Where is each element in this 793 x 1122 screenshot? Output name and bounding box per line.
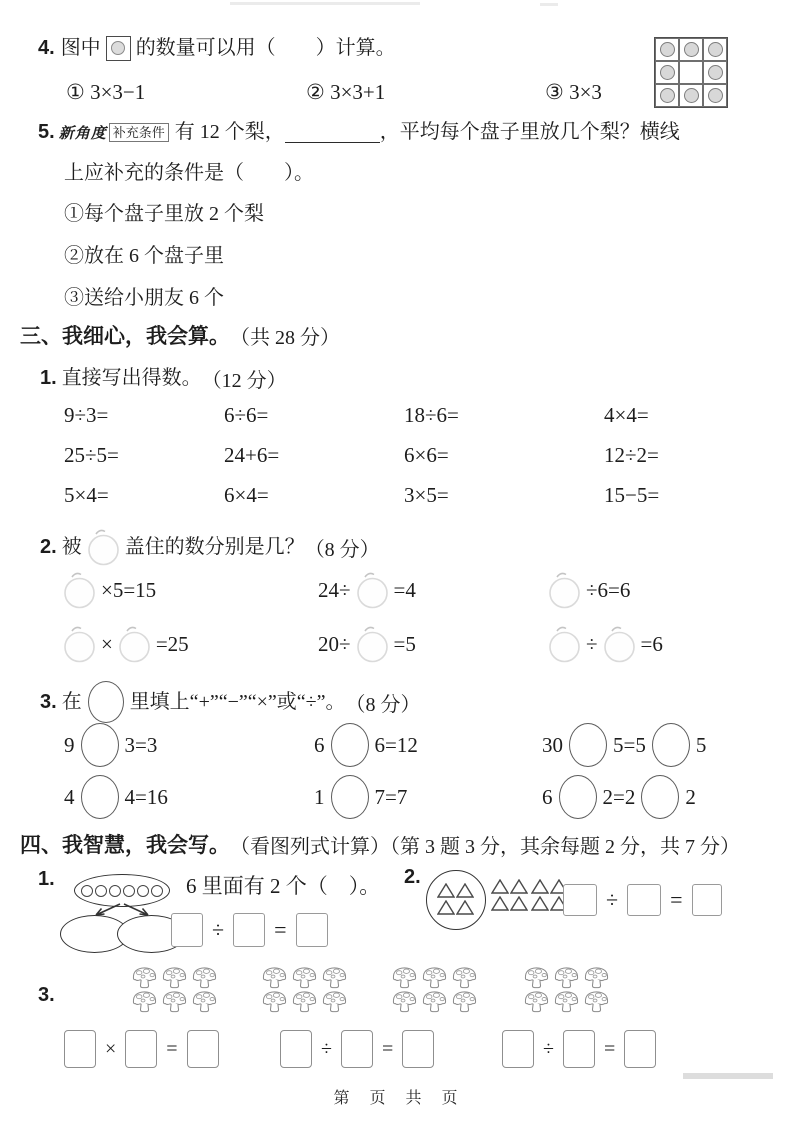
equation-blanks — [64, 1030, 219, 1068]
mushroom-icon — [320, 965, 349, 990]
answer-box — [341, 1030, 373, 1068]
question-4-prompt — [38, 33, 396, 63]
grid-cell-empty — [679, 61, 703, 84]
answer-box — [402, 1030, 434, 1068]
circle-icon — [660, 42, 675, 57]
circled-triangle-group — [426, 870, 486, 930]
operator: × — [105, 1037, 117, 1060]
answer-box — [171, 913, 203, 947]
circle-blank-icon — [569, 723, 607, 767]
answer-box — [692, 884, 722, 916]
circle-icon — [660, 88, 675, 103]
answer-box — [502, 1030, 534, 1068]
question-number: 2. — [40, 535, 57, 558]
expression-part: =6 — [640, 631, 663, 656]
equals-sign: = — [670, 887, 683, 912]
expression: 9÷3= — [64, 403, 109, 427]
mushroom-icon — [522, 965, 551, 990]
question-number: 2. — [404, 866, 421, 888]
mushroom-icon — [260, 989, 289, 1014]
question-text: 的数量可以用（ ）计算。 — [135, 37, 396, 59]
triangle-icon — [491, 879, 509, 894]
new-angle-badge — [59, 122, 169, 143]
grid-cell — [655, 61, 679, 84]
mushroom-icon — [130, 965, 159, 990]
circle-blank-icon — [331, 775, 369, 819]
expression: 6÷6= — [224, 403, 269, 427]
mushroom-icon — [420, 965, 449, 990]
answer-box — [563, 884, 597, 916]
expression-part: 2 — [685, 784, 696, 809]
expression-part: 4=16 — [124, 784, 168, 809]
triangle-icon — [510, 879, 528, 894]
mushroom-icon — [290, 989, 319, 1014]
peach-icon — [61, 570, 98, 610]
q5-option-2: ②放在 6 个盘子里 — [64, 245, 224, 267]
mushroom-icon — [582, 989, 611, 1014]
equals-sign: = — [274, 917, 287, 942]
circle-icon — [123, 885, 135, 897]
expression-part: ÷6=6 — [586, 577, 631, 602]
mushroom-icon — [260, 965, 289, 990]
badge-bold-label: 新角度 — [58, 124, 107, 142]
circle-grid-3x3-icon — [654, 37, 728, 108]
equals-sign: = — [381, 1037, 394, 1060]
mushroom-group — [260, 965, 350, 1013]
expression: 24+6= — [224, 443, 280, 467]
covered-number-expression — [318, 624, 416, 664]
boxed-circle-icon — [106, 36, 131, 61]
operator-blank-expression — [314, 775, 407, 819]
mushroom-group — [522, 965, 612, 1013]
mushroom-group — [390, 965, 480, 1013]
expression-part: 6 — [542, 784, 553, 809]
question-text: 直接写出得数。 — [61, 367, 202, 389]
question-text: 被 — [61, 536, 82, 558]
mushroom-icon — [450, 965, 479, 990]
operator-blank-expression — [542, 723, 706, 767]
expression-part: 7=7 — [374, 784, 408, 809]
equation-blanks — [171, 913, 328, 947]
equals-sign: = — [603, 1037, 616, 1060]
covered-number-expression — [543, 570, 630, 610]
triangle-icon — [456, 900, 474, 915]
answer-box — [187, 1030, 219, 1068]
expression: 3×5= — [404, 483, 449, 507]
answer-box — [624, 1030, 656, 1068]
answer-box — [233, 913, 265, 947]
circle-blank-icon — [88, 681, 124, 723]
expression-part: 20÷ — [318, 631, 351, 656]
mushroom-icon — [420, 989, 449, 1014]
equation-blanks — [280, 1030, 434, 1068]
q5-option-3: ③送给小朋友 6 个 — [64, 287, 224, 309]
peach-icon — [354, 570, 391, 610]
grid-cell — [703, 61, 727, 84]
grid-cell — [703, 84, 727, 107]
expression-part: × — [101, 631, 113, 656]
question-text: 里填上“+”“−”“×”或“÷”。 — [129, 691, 346, 713]
q4-option-2: ② 3×3+1 — [306, 80, 386, 104]
section3-q3-heading — [40, 681, 421, 723]
expression: 12÷2= — [604, 443, 659, 467]
circle-blank-icon — [331, 723, 369, 767]
answer-box — [563, 1030, 595, 1068]
q4-option-3: ③ 3×3 — [545, 80, 602, 104]
mushroom-icon — [160, 965, 189, 990]
circle-blank-icon — [559, 775, 597, 819]
triangle-icon — [510, 896, 528, 911]
circle-blank-icon — [81, 775, 119, 819]
question-text: 盖住的数分别是几？ — [124, 536, 305, 558]
grid-cell — [655, 84, 679, 107]
question-number: 1. — [38, 868, 55, 890]
circle-icon — [660, 65, 675, 80]
section3-heading — [20, 320, 340, 350]
score-label: （12 分） — [201, 369, 287, 392]
mushroom-group — [130, 965, 220, 1013]
covered-number-expression — [318, 570, 416, 610]
mushroom-icon — [390, 989, 419, 1014]
expression-part: 9 — [64, 732, 75, 757]
blank-line — [285, 122, 380, 143]
mushroom-icon — [190, 965, 219, 990]
triangle-group — [491, 879, 529, 913]
equation-blanks — [563, 884, 722, 916]
expression-part: 24÷ — [318, 577, 351, 602]
badge-boxed-label: 补充条件 — [109, 123, 169, 142]
mushroom-icon — [450, 989, 479, 1014]
expression: 5×4= — [64, 483, 109, 507]
score-label: （看图列式计算）（第 3 题 3 分，其余每题 2 分，共 7 分） — [230, 835, 740, 858]
circle-blank-icon — [641, 775, 679, 819]
expression: 18÷6= — [404, 403, 459, 427]
expression-part: ÷ — [586, 631, 598, 656]
triangle-icon — [437, 900, 455, 915]
expression-part: 6=12 — [374, 732, 418, 757]
section-title: 四、我智慧，我会写。 — [20, 834, 230, 857]
covered-number-expression — [58, 570, 156, 610]
circle-icon — [684, 88, 699, 103]
mushroom-icon — [190, 989, 219, 1014]
equals-sign: = — [166, 1037, 178, 1060]
circle-icon — [708, 65, 723, 80]
operator: ÷ — [606, 887, 619, 912]
question-5-prompt — [38, 117, 680, 147]
operator: ÷ — [212, 917, 225, 942]
circle-icon — [109, 885, 121, 897]
question-number: 3. — [38, 984, 55, 1006]
triangle-icon — [531, 879, 549, 894]
grid-cell — [679, 38, 703, 61]
expression-part: =25 — [155, 631, 189, 656]
page-footer — [0, 1085, 793, 1108]
expression: 25÷5= — [64, 443, 119, 467]
question-text: 图中 — [60, 37, 101, 59]
circle-icon — [81, 885, 93, 897]
scan-artifact — [230, 2, 420, 5]
operator: ÷ — [321, 1037, 332, 1060]
scan-artifact — [683, 1073, 773, 1079]
answer-box — [64, 1030, 96, 1068]
question-number: 5. — [38, 120, 55, 143]
circle-icon — [151, 885, 163, 897]
section-title: 三、我细心，我会算。 — [20, 325, 230, 348]
question-text: ，平均每个盘子里放几个梨？横线 — [379, 121, 680, 143]
triangle-icon — [456, 883, 474, 898]
footer-text: 第 页 共 页 — [333, 1090, 460, 1107]
question-number: 1. — [40, 366, 57, 389]
circle-icon — [95, 885, 107, 897]
scan-artifact — [540, 3, 558, 6]
operator-blank-expression — [64, 775, 168, 819]
question-text: 有 12 个梨， — [174, 121, 285, 143]
mushroom-icon — [522, 989, 551, 1014]
expression-part: 30 — [542, 732, 563, 757]
triangle-icon — [531, 896, 549, 911]
circle-icon — [137, 885, 149, 897]
q4-option-1: ① 3×3−1 — [66, 80, 146, 104]
operator-blank-expression — [542, 775, 696, 819]
answer-box — [125, 1030, 157, 1068]
mushroom-icon — [582, 965, 611, 990]
mushroom-icon — [552, 965, 581, 990]
circle-icon — [684, 42, 699, 57]
peach-icon — [116, 624, 153, 664]
expression-part: 3=3 — [124, 732, 158, 757]
question-text: 在 — [61, 691, 82, 713]
peach-icon — [546, 624, 583, 664]
score-label: （8 分） — [345, 693, 421, 716]
q5-option-1: ①每个盘子里放 2 个梨 — [64, 203, 264, 225]
expression: 15−5= — [604, 483, 660, 507]
peach-icon — [85, 527, 122, 567]
grid-cell — [655, 38, 679, 61]
peach-icon — [354, 624, 391, 664]
expression-part: 2=2 — [602, 784, 636, 809]
expression: 6×4= — [224, 483, 269, 507]
question-number: 4. — [38, 36, 55, 59]
expression-part: 5=5 — [613, 732, 646, 757]
expression: 4×4= — [604, 403, 649, 427]
score-label: （共 28 分） — [230, 326, 340, 349]
expression-part: 1 — [314, 784, 325, 809]
mushroom-icon — [160, 989, 189, 1014]
operator-blank-expression — [64, 723, 157, 767]
expression-part: 6 — [314, 732, 325, 757]
triangle-icon — [491, 896, 509, 911]
expression-part: 4 — [64, 784, 75, 809]
mushroom-icon — [320, 989, 349, 1014]
expression-part: =5 — [393, 631, 416, 656]
peach-icon — [61, 624, 98, 664]
peach-icon — [601, 624, 638, 664]
answer-box — [627, 884, 661, 916]
mushroom-icon — [390, 965, 419, 990]
peach-icon — [546, 570, 583, 610]
circle-blank-icon — [81, 723, 119, 767]
expression-part: =4 — [393, 577, 416, 602]
mushroom-icon — [552, 989, 581, 1014]
circle-icon — [708, 88, 723, 103]
operator-blank-expression — [314, 723, 418, 767]
operator: ÷ — [543, 1037, 554, 1060]
grid-cell — [679, 84, 703, 107]
grid-cell — [703, 38, 727, 61]
mushroom-icon — [130, 989, 159, 1014]
section3-q2-heading — [40, 527, 380, 567]
triangle-icon — [437, 883, 455, 898]
circle-icon — [708, 42, 723, 57]
expression-part: 5 — [695, 732, 707, 757]
answer-box — [296, 913, 328, 947]
score-label: （8 分） — [304, 538, 380, 561]
mushroom-icon — [290, 965, 319, 990]
section3-q1-heading — [40, 363, 287, 393]
caption-text: 6 里面有 2 个（ ）。 — [186, 874, 381, 898]
covered-number-expression — [58, 624, 189, 664]
circle-blank-icon — [652, 723, 690, 767]
expression-part: ×5=15 — [101, 577, 157, 602]
expression: 6×6= — [404, 443, 449, 467]
question-text: 上应补充的条件是（ ）。 — [64, 162, 314, 184]
answer-box — [280, 1030, 312, 1068]
covered-number-expression — [543, 624, 663, 664]
equation-blanks — [502, 1030, 656, 1068]
section4-heading — [20, 829, 740, 859]
question-number: 3. — [40, 690, 57, 713]
